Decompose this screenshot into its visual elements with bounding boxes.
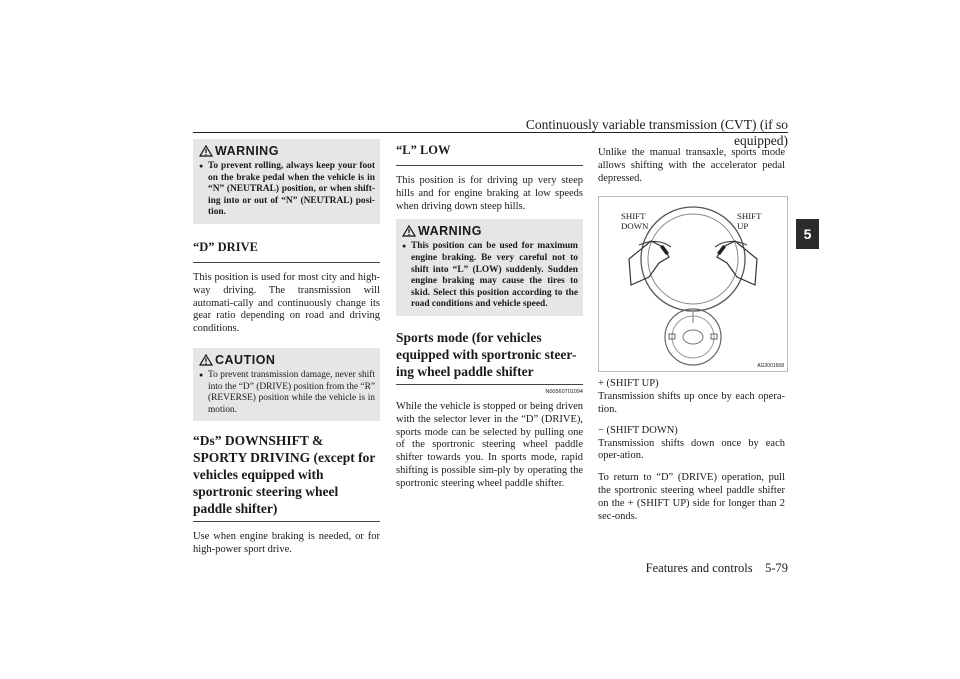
warning-box	[396, 219, 583, 316]
page-header-title: Continuously variable transmission (CVT) (if so equipped)	[525, 117, 788, 148]
caution-box	[193, 348, 380, 421]
d-drive-text: This position is used for most city and high-way driving. The transmission will automati-cally and continuously change its gear ratio depending on road and driving conditions.	[193, 271, 380, 335]
l-low-text: This position is for driving up very steep hills and for engine braking at low speeds when driving down steep hills.	[396, 175, 583, 212]
caution-triangle-icon	[199, 354, 213, 366]
warning-box	[193, 139, 380, 224]
section-heading-d-drive: “D” DRIVE	[193, 236, 380, 263]
chapter-tab: 5	[796, 219, 819, 249]
bullet-icon: ●	[199, 370, 204, 379]
caution-label: CAUTION	[215, 352, 276, 367]
figure-code: AG3001668	[757, 363, 784, 370]
paddle-shifter-figure	[598, 196, 788, 372]
warning-label: WARNING	[215, 144, 279, 158]
bullet-icon: ●	[199, 162, 204, 170]
caution-text: To prevent transmission damage, never shift into the “D” (DRIVE) position from the “R” (REVERSE) position while the vehicle is in motion.	[208, 369, 375, 415]
return-to-drive-text: To return to “D” (DRIVE) operation, pull the sportronic steering wheel paddle shifter on the + (SHIFT UP) side for longer than 2 sec-onds.	[598, 472, 785, 522]
header-rule	[193, 132, 788, 133]
shift-up-text: Transmission shifts up once by each opera-tion.	[598, 391, 785, 415]
column-middle	[396, 139, 583, 491]
shift-up-title: + (SHIFT UP)	[598, 378, 659, 390]
footer-page-number: 5-79	[765, 561, 788, 575]
page-footer	[480, 561, 788, 576]
sports-intro-text: Unlike the manual transaxle, sports mode allows shifting with the accelerator pedal depressed.	[598, 147, 785, 184]
column-right	[598, 139, 785, 523]
sports-mode-text: While the vehicle is stopped or being driven with the selector lever in the “D” (DRIVE), sports mode can be selected by pulling one of the sportronic steering wheel paddle shifter towards you. In sports mode, rapid shifting is possible sim-ply by operating the sportronic steering wheel paddle shifter.	[396, 400, 583, 489]
ds-text: Use when engine braking is needed, or for high-power sport drive.	[193, 531, 380, 556]
warning-text: This position can be used for maximum engine braking. Be very careful not to shift into “L” (LOW) suddenly. Sudden engine braking may cause the tires to skid. Select this position according to the road conditions and vehicle speed.	[411, 241, 578, 310]
shift-down-text: Transmission shifts down once by each oper-ation.	[598, 437, 785, 462]
shift-up-label: SHIFT UP	[737, 211, 762, 232]
warning-label: WARNING	[418, 224, 482, 239]
warning-triangle-icon	[402, 225, 416, 237]
warning-text: To prevent rolling, always keep your foot on the brake pedal when the vehicle is in “N” (NEUTRAL) position, or when shift-ing into or out of “N” (NEUTRAL) posi-tion.	[208, 161, 375, 218]
shift-down-label: SHIFT DOWN	[621, 211, 649, 232]
column-left	[193, 139, 380, 557]
shift-down-title: − (SHIFT DOWN)	[598, 424, 678, 436]
section-heading-sports-mode: Sports mode (for vehicles equipped with sportronic steer-ing wheel paddle shifter	[396, 329, 583, 385]
reference-code: N00560701094	[545, 388, 583, 395]
section-heading-ds: “Ds” DOWNSHIFT & SPORTY DRIVING (except for vehicles equipped with sportronic steering wheel paddle shifter)	[193, 432, 380, 522]
footer-section: Features and controls	[645, 561, 753, 575]
section-heading-l-low: “L” LOW	[396, 139, 583, 166]
bullet-icon: ●	[402, 242, 407, 251]
warning-triangle-icon	[199, 145, 213, 157]
